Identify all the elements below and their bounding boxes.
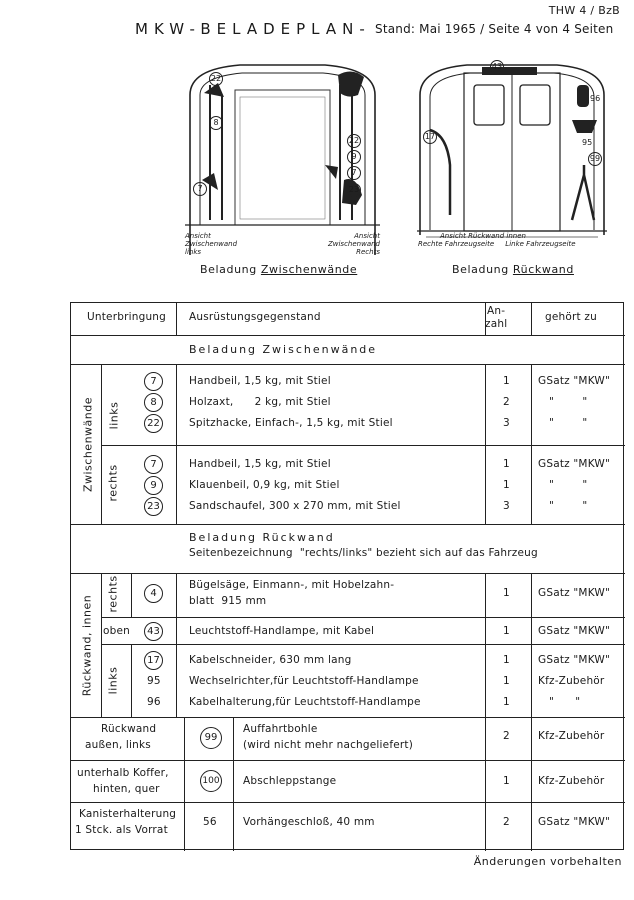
item-number-circle: 4	[144, 584, 163, 603]
label-ansicht-rechts: Ansicht Zwischenwand Rechts	[327, 232, 380, 256]
document-reference: THW 4 / BzB	[548, 4, 620, 17]
label-ansicht-links: Ansicht Zwischenwand links	[185, 232, 238, 256]
rw-links-label: links	[106, 666, 120, 695]
item-owner: GSatz "MKW"	[538, 375, 611, 387]
marker-23: 23	[347, 183, 361, 197]
zw-rechts-label: rechts	[106, 464, 120, 502]
marker-43: 43	[490, 60, 504, 74]
item-owner: GSatz "MKW"	[538, 587, 611, 599]
item-quantity: 1	[503, 775, 510, 787]
item-description: Klauenbeil, 0,9 kg, mit Stiel	[189, 479, 340, 491]
item-number-circle: 9	[144, 476, 163, 495]
item-number-circle: 7	[144, 455, 163, 474]
item-description: Bügelsäge, Einmann-, mit Hobelzahn-	[189, 579, 395, 591]
item-owner: GSatz "MKW"	[538, 654, 611, 666]
place-label-cont: außen, links	[85, 739, 151, 751]
item-number-circle: 23	[144, 497, 163, 516]
item-description: Holzaxt, 2 kg, mit Stiel	[189, 396, 331, 408]
rw-rechts-label: rechts	[106, 575, 120, 613]
place-label: Rückwand	[101, 723, 157, 735]
item-description: Sandschaufel, 300 x 270 mm, mit Stiel	[189, 500, 401, 512]
item-quantity: 3	[503, 500, 510, 512]
label-ansicht-rueckwand: Ansicht Rückwand innen	[440, 232, 526, 240]
item-owner: " "	[549, 500, 588, 512]
item-quantity: 1	[503, 479, 510, 491]
item-description: Handbeil, 1,5 kg, mit Stiel	[189, 458, 331, 470]
item-number-circle: 99	[200, 727, 222, 749]
item-quantity: 1	[503, 625, 510, 637]
item-owner: " "	[549, 417, 588, 429]
item-description: Leuchtstoff-Handlampe, mit Kabel	[189, 625, 375, 637]
item-quantity: 1	[503, 587, 510, 599]
caption-rueckwand: Beladung Rückwand	[452, 263, 574, 276]
loading-table	[70, 302, 624, 850]
marker-7b: 7	[347, 166, 361, 180]
item-number-circle: 22	[144, 414, 163, 433]
item-number-circle: 17	[144, 651, 163, 670]
footer-note: Änderungen vorbehalten	[473, 855, 622, 868]
marker-96: 96	[590, 94, 601, 103]
section-rueckwand-title: Beladung Rückwand	[189, 531, 335, 544]
item-number-circle: 43	[144, 622, 163, 641]
item-description: Handbeil, 1,5 kg, mit Stiel	[189, 375, 331, 387]
item-number-circle: 7	[144, 372, 163, 391]
marker-22b: 22	[347, 134, 361, 148]
section-zwischenwaende-title: Beladung Zwischenwände	[189, 343, 378, 356]
header-gehoert: gehört zu	[545, 311, 597, 323]
item-number: 56	[203, 816, 217, 828]
item-description: Wechselrichter,für Leuchtstoff-Handlampe	[189, 675, 419, 687]
item-owner: " "	[549, 396, 588, 408]
label-fahrzeugseiten: Rechte Fahrzeugseite Linke Fahrzeugseite	[418, 240, 576, 248]
item-description: Abschleppstange	[243, 775, 337, 787]
place-label-cont: hinten, quer	[93, 783, 160, 795]
item-quantity: 1	[503, 654, 510, 666]
item-number: 95	[147, 675, 161, 687]
item-quantity: 1	[503, 458, 510, 470]
page-subtitle: Stand: Mai 1965 / Seite 4 von 4 Seiten	[375, 22, 614, 36]
rueckwand-drawing	[412, 55, 612, 260]
item-owner: " "	[549, 479, 588, 491]
item-description-cont: (wird nicht mehr nachgeliefert)	[243, 739, 414, 751]
place-label: unterhalb Koffer,	[77, 767, 169, 779]
header-anzahl: An- zahl	[485, 305, 508, 330]
marker-8: 8	[209, 116, 223, 130]
item-owner: GSatz "MKW"	[538, 458, 611, 470]
marker-95: 95	[582, 138, 593, 147]
zw-links-label: links	[107, 401, 121, 430]
item-number-circle: 100	[200, 770, 222, 792]
header-ausruestung: Ausrüstungsgegenstand	[189, 311, 321, 323]
page-title: MKW-BELADEPLAN-	[135, 20, 371, 38]
caption-zwischenwaende: Beladung Zwischenwände	[200, 263, 358, 276]
marker-99: 99	[588, 152, 602, 166]
item-number: 96	[147, 696, 161, 708]
rw-oben-label: oben	[103, 625, 131, 637]
item-description: Auffahrtbohle	[243, 723, 318, 735]
group-zwischenwaende-label: Zwischenwände	[81, 396, 95, 493]
group-rueckwand-label: Rückwand, innen	[80, 594, 94, 697]
item-owner: " "	[549, 696, 581, 708]
item-description: Kabelschneider, 630 mm lang	[189, 654, 352, 666]
item-quantity: 1	[503, 675, 510, 687]
item-quantity: 1	[503, 375, 510, 387]
item-owner: Kfz-Zubehör	[538, 675, 605, 687]
item-owner: Kfz-Zubehör	[538, 775, 605, 787]
item-quantity: 2	[503, 396, 510, 408]
item-owner: GSatz "MKW"	[538, 625, 611, 637]
place-label-cont: 1 Stck. als Vorrat	[75, 824, 168, 836]
item-quantity: 2	[503, 730, 510, 742]
item-description-cont: blatt 915 mm	[189, 595, 267, 607]
item-owner: GSatz "MKW"	[538, 816, 611, 828]
place-label: Kanisterhalterung	[79, 808, 177, 820]
item-quantity: 2	[503, 816, 510, 828]
marker-7: 7	[193, 182, 207, 196]
item-description: Kabelhalterung,für Leuchtstoff-Handlampe	[189, 696, 421, 708]
header-unterbringung: Unterbringung	[87, 311, 167, 323]
item-number-circle: 8	[144, 393, 163, 412]
item-description: Vorhängeschloß, 40 mm	[243, 816, 375, 828]
item-quantity: 3	[503, 417, 510, 429]
marker-9: 9	[347, 150, 361, 164]
marker-17: 17	[423, 130, 437, 144]
marker-22: 22	[209, 72, 223, 86]
item-description: Spitzhacke, Einfach-, 1,5 kg, mit Stiel	[189, 417, 393, 429]
item-owner: Kfz-Zubehör	[538, 730, 605, 742]
item-quantity: 1	[503, 696, 510, 708]
section-rueckwand-note: Seitenbezeichnung "rechts/links" bezieht sich auf das Fahrzeug	[189, 547, 538, 559]
